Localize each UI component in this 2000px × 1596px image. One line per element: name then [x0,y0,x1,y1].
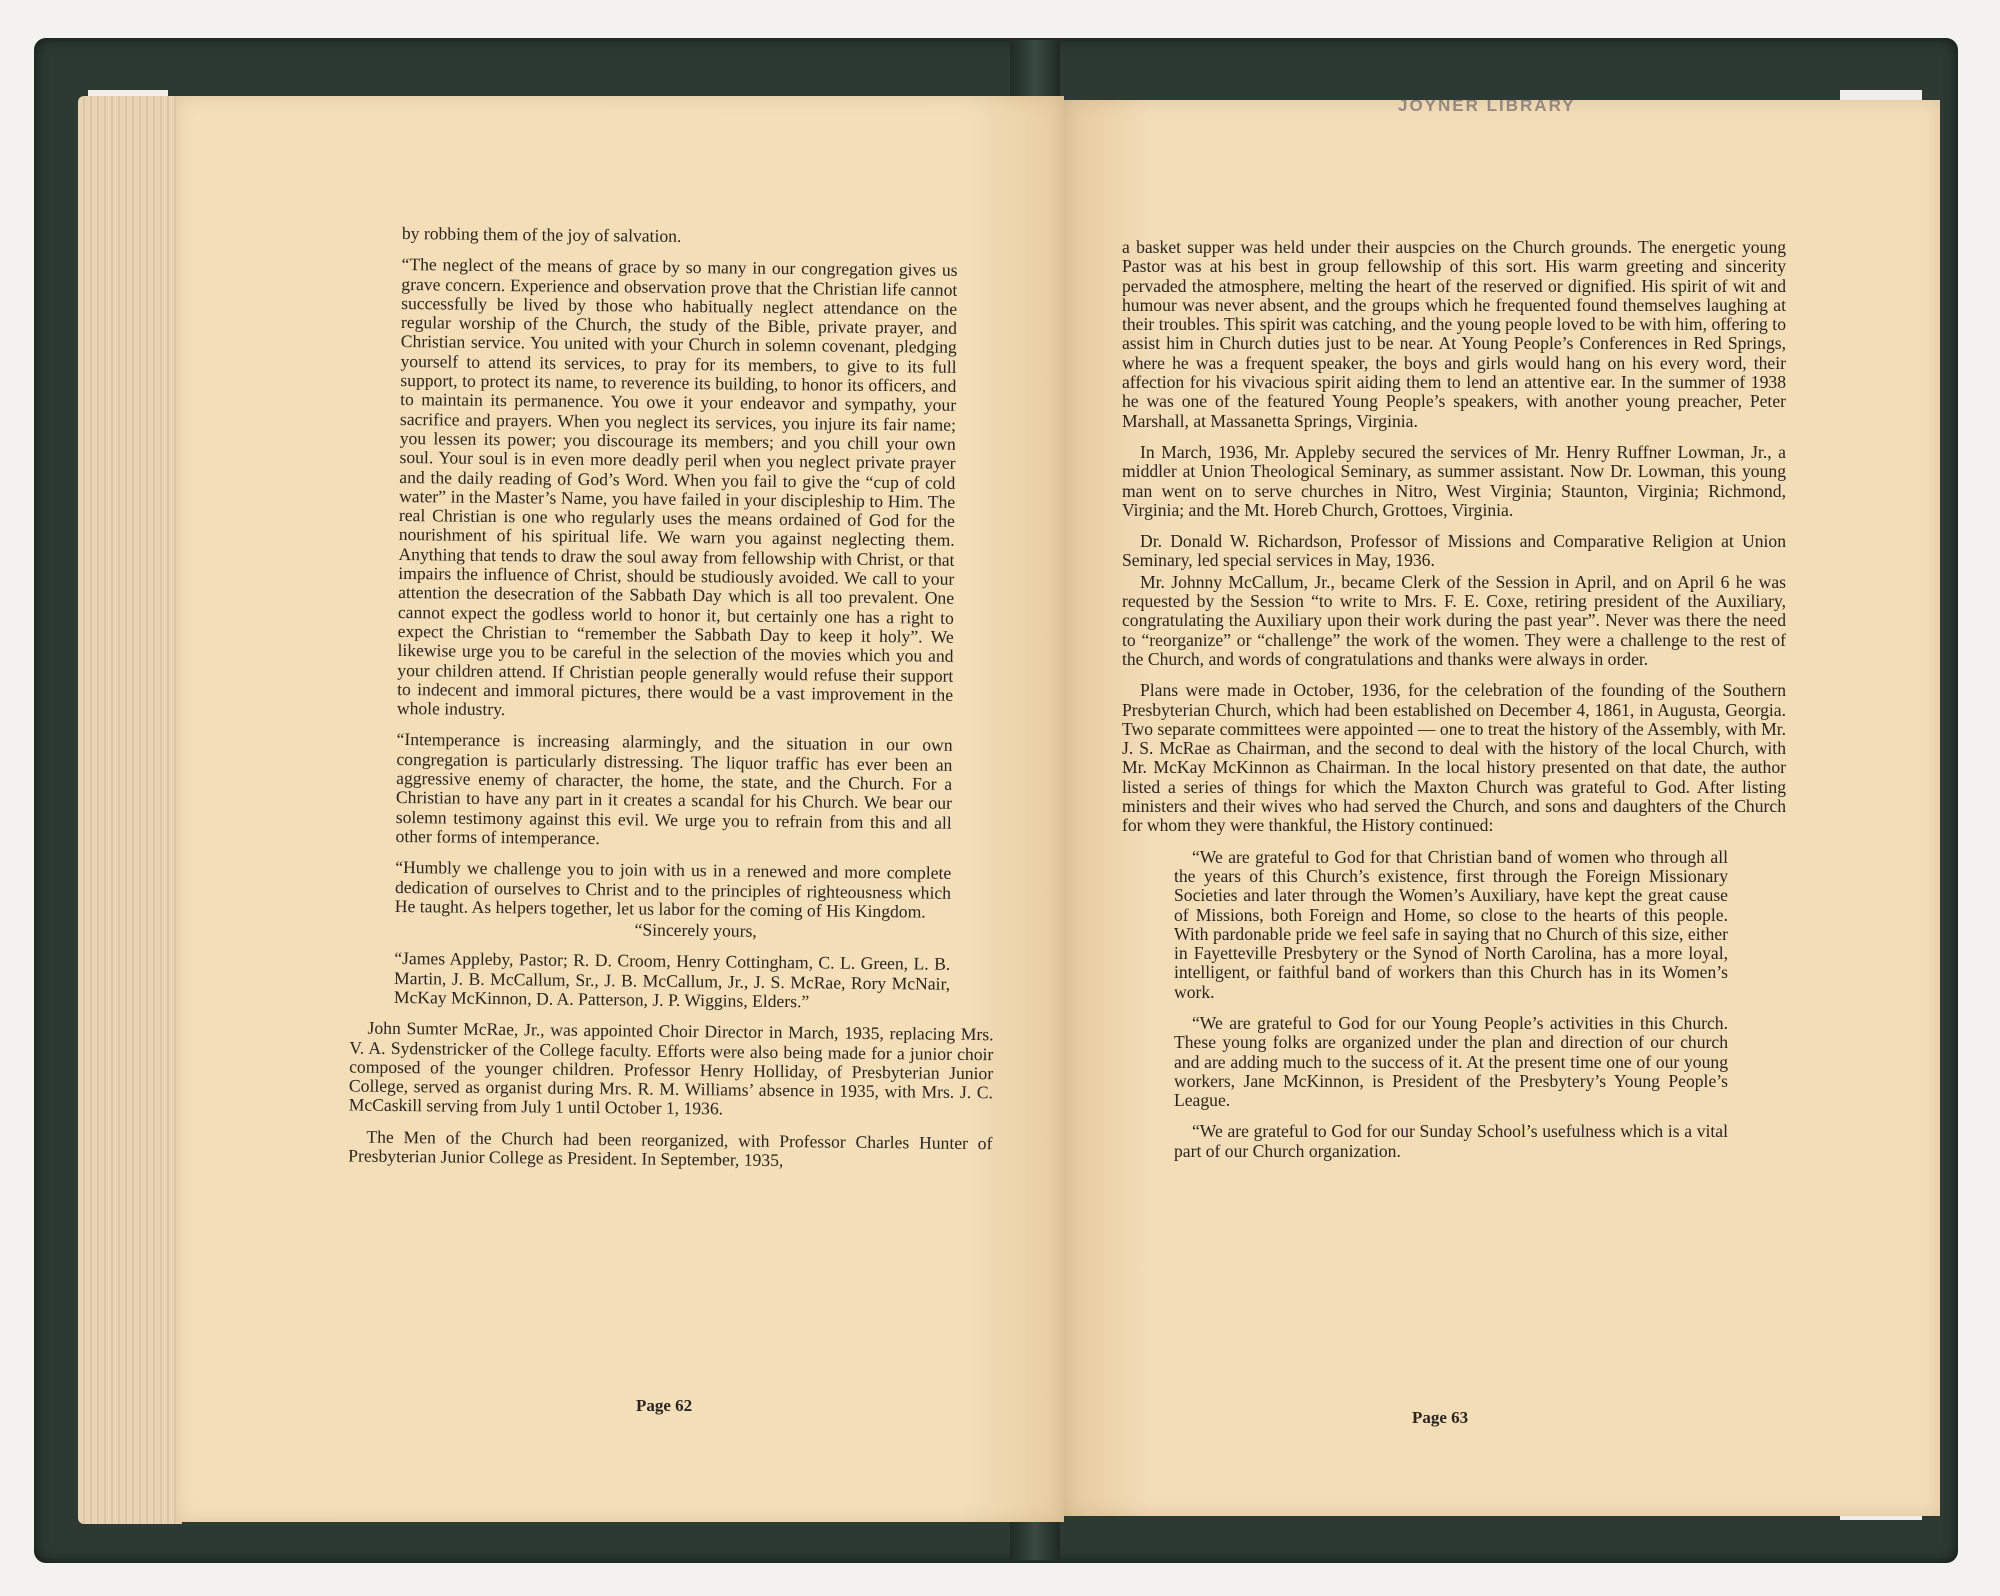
paragraph: a basket supper was held under their auspcies on the Church grounds. The energetic young Pastor was at his best in group fellowship of this sort. His warm greeting and sincerity pervaded the atmosphere, melting the heart of the reserved or dignified. His spirit of wit and humour was never absent, and the groups which he frequented found themselves laughing at their troubles. This spirit was catching, and the young people loved to be with him, offering to assist him in Church duties just to be near. At Young People’s Conferences in Red Springs, where he was a frequent speaker, the boys and girls would hang on his every word, their affection for his vivacious spirit aiding them to lend an attentive ear. In the summer of 1938 he was one of the featured Young People’s speakers, with another young preacher, Peter Marshall, at Massanetta Springs, Virginia. [1122,237,1786,431]
paragraph: “The neglect of the means of grace by so many in our congregation gives us grave concern. Experience and observation prove that the Christian life cannot successfully be lived by those who habitually neglect attendance on the regular worship of the Church, the study of the Bible, private prayer, and Christian service. You united with your Church in solemn covenant, pledging yourself to attend its services, to pray for its members, to give to its full support, to protect its name, to reverence its building, to honor its officers, and to maintain its permanence. You owe it your endeavor and sympathy, your sacrifice and prayers. When you neglect its services, you injure its fair name; you lessen its power; you discourage its members; and you chill your own soul. Your soul is in even more deadly peril when you neglect private prayer and the daily reading of God’s Word. When you fail to give the “cup of cold water” in the Master’s Name, you have failed in your discipleship to Him. The real Christian is one who regularly uses the means ordained of God for the nourishment of his spiritual life. We warn you against neglecting them. Anything that tends to draw the soul away from fellowship with Christ, or that impairs the influence of Christ, should be studiously avoided. We call to your attention the desecration of the Sabbath Day which is all too prevalent. One cannot expect the godless world to honor it, but certainly one has a right to expect the Christian to “remember the Sabbath Day to keep it holy”. We likewise urge you to be careful in the selection of the movies which you and your children attend. If Christian people generally would refuse their support to indecent and immoral pictures, there would be a vast improvement in the whole industry. [396,254,958,720]
right-page-text [1122,238,1786,1173]
paragraph: “Humbly we challenge you to join with us in a renewed and more complete dedication of ourselves to Christ and to the principles of righteousness which He taught. As helpers together, let us labor for the coming of His Kingdom. [394,857,952,922]
page-edges-left [78,96,182,1524]
paragraph: by robbing them of the joy of salvation. [401,223,682,246]
quote-paragraph: “We are grateful to God for our Young People’s activities in this Church. These young folks are organized under the plan and direction of our church and are adding much to the success of it. At the present time one of our young workers, Jane McKinnon, is President of the Presbytery’s Young People’s League. [1174,1012,1728,1111]
paragraph: Dr. Donald W. Richardson, Professor of Missions and Comparative Religion at Union Seminary, led special services in May, 1936. [1122,531,1786,571]
signatories: “James Appleby, Pastor; R. D. Croom, Henry Cottingham, C. L. Green, L. B. Martin, J. B. McCallum, Sr., J. B. McCallum, Jr., J. S. McRae, Rory McNair, McKay McKinnon, D. A. Patterson, J. P. Wiggins, Elders.” [393,948,951,1012]
paragraph: The Men of the Church had been reorganized, with Professor Charles Hunter of Presbyterian Junior College as President. In September, 1935, [348,1126,993,1171]
left-page-text [348,223,994,1184]
quote-paragraph: “We are grateful to God for that Christian band of women who through all the years of this Church’s existence, first through the Foreign Missionary Societies and later through the Women’s Auxiliary, have kept the great cause of Missions, both Foreign and Home, so close to the hearts of this people. With pardonable pride we feel safe in saying that no Church of this size, either in Fayetteville Presbytery or the Synod of North Carolina, has a more loyal, intelligent, or faithful band of workers than this Church has in its Women’s work. [1174,846,1728,1002]
closing-line: “Sincerely yours, [634,919,757,941]
page-number-right: Page 63 [1412,1408,1469,1427]
quote-paragraph: “We are grateful to God for our Sunday School’s usefulness which is a vital part of our Church organization. [1174,1121,1728,1161]
library-stamp: JOYNER LIBRARY [1398,96,1576,115]
paragraph: John Sumter McRae, Jr., was appointed Choir Director in March, 1935, replacing Mrs. V. A. Sydenstricker of the College faculty. Efforts were also being made for a junior choir composed of the younger children. Professor Henry Holliday, of Presbyterian Junior College, served as organist during Mrs. R. M. Williams’ absence in 1935, with Mrs. J. C. McCaskill serving from July 1 until October 1, 1936. [348,1017,994,1119]
paragraph: Mr. Johnny McCallum, Jr., became Clerk of the Session in April, and on April 6 he was requested by the Session “to write to Mrs. F. E. Coxe, retiring president of the Auxiliary, congratulating the Auxiliary upon their work during the past year”. Never was there the need to “reorganize” or “challenge” the work of the women. They were a challenge to the rest of the Church, and words of congratulations and thanks were always in order. [1122,571,1786,669]
paragraph: “Intemperance is increasing alarmingly, and the situation in our own congregation is particularly distressing. The liquor traffic has ever been an aggressive enemy of character, the home, the state, and the Church. For a Christian to have any part in it creates a scandal for his Church. We bear our solemn testimony against this evil. We urge you to refrain from this and all other forms of intemperance. [395,729,953,849]
paragraph: Plans were made in October, 1936, for the celebration of the founding of the Southern Presbyterian Church, which had been established on December 4, 1861, in Augusta, Georgia. Two separate committees were appointed — one to treat the history of the Assembly, with Mr. J. S. McRae as Chairman, and the second to deal with the history of the local Church, with Mr. McKay McKinnon as Chairman. In the local history presented on that date, the author listed a series of things for which the Maxton Church was grateful to God. After listing ministers and their wives who had served the Church, and sons and daughters of the Church for whom they were thankful, the History continued: [1122,680,1786,836]
page-number-left: Page 62 [636,1396,693,1415]
paragraph: In March, 1936, Mr. Appleby secured the services of Mr. Henry Ruffner Lowman, Jr., a middler at Union Theological Seminary, as summer assistant. Now Dr. Lowman, this young man went on to serve churches in Nitro, West Virginia; Staunton, Virginia; Richmond, Virginia; and the Mt. Horeb Church, Grottoes, Virginia. [1122,441,1786,520]
